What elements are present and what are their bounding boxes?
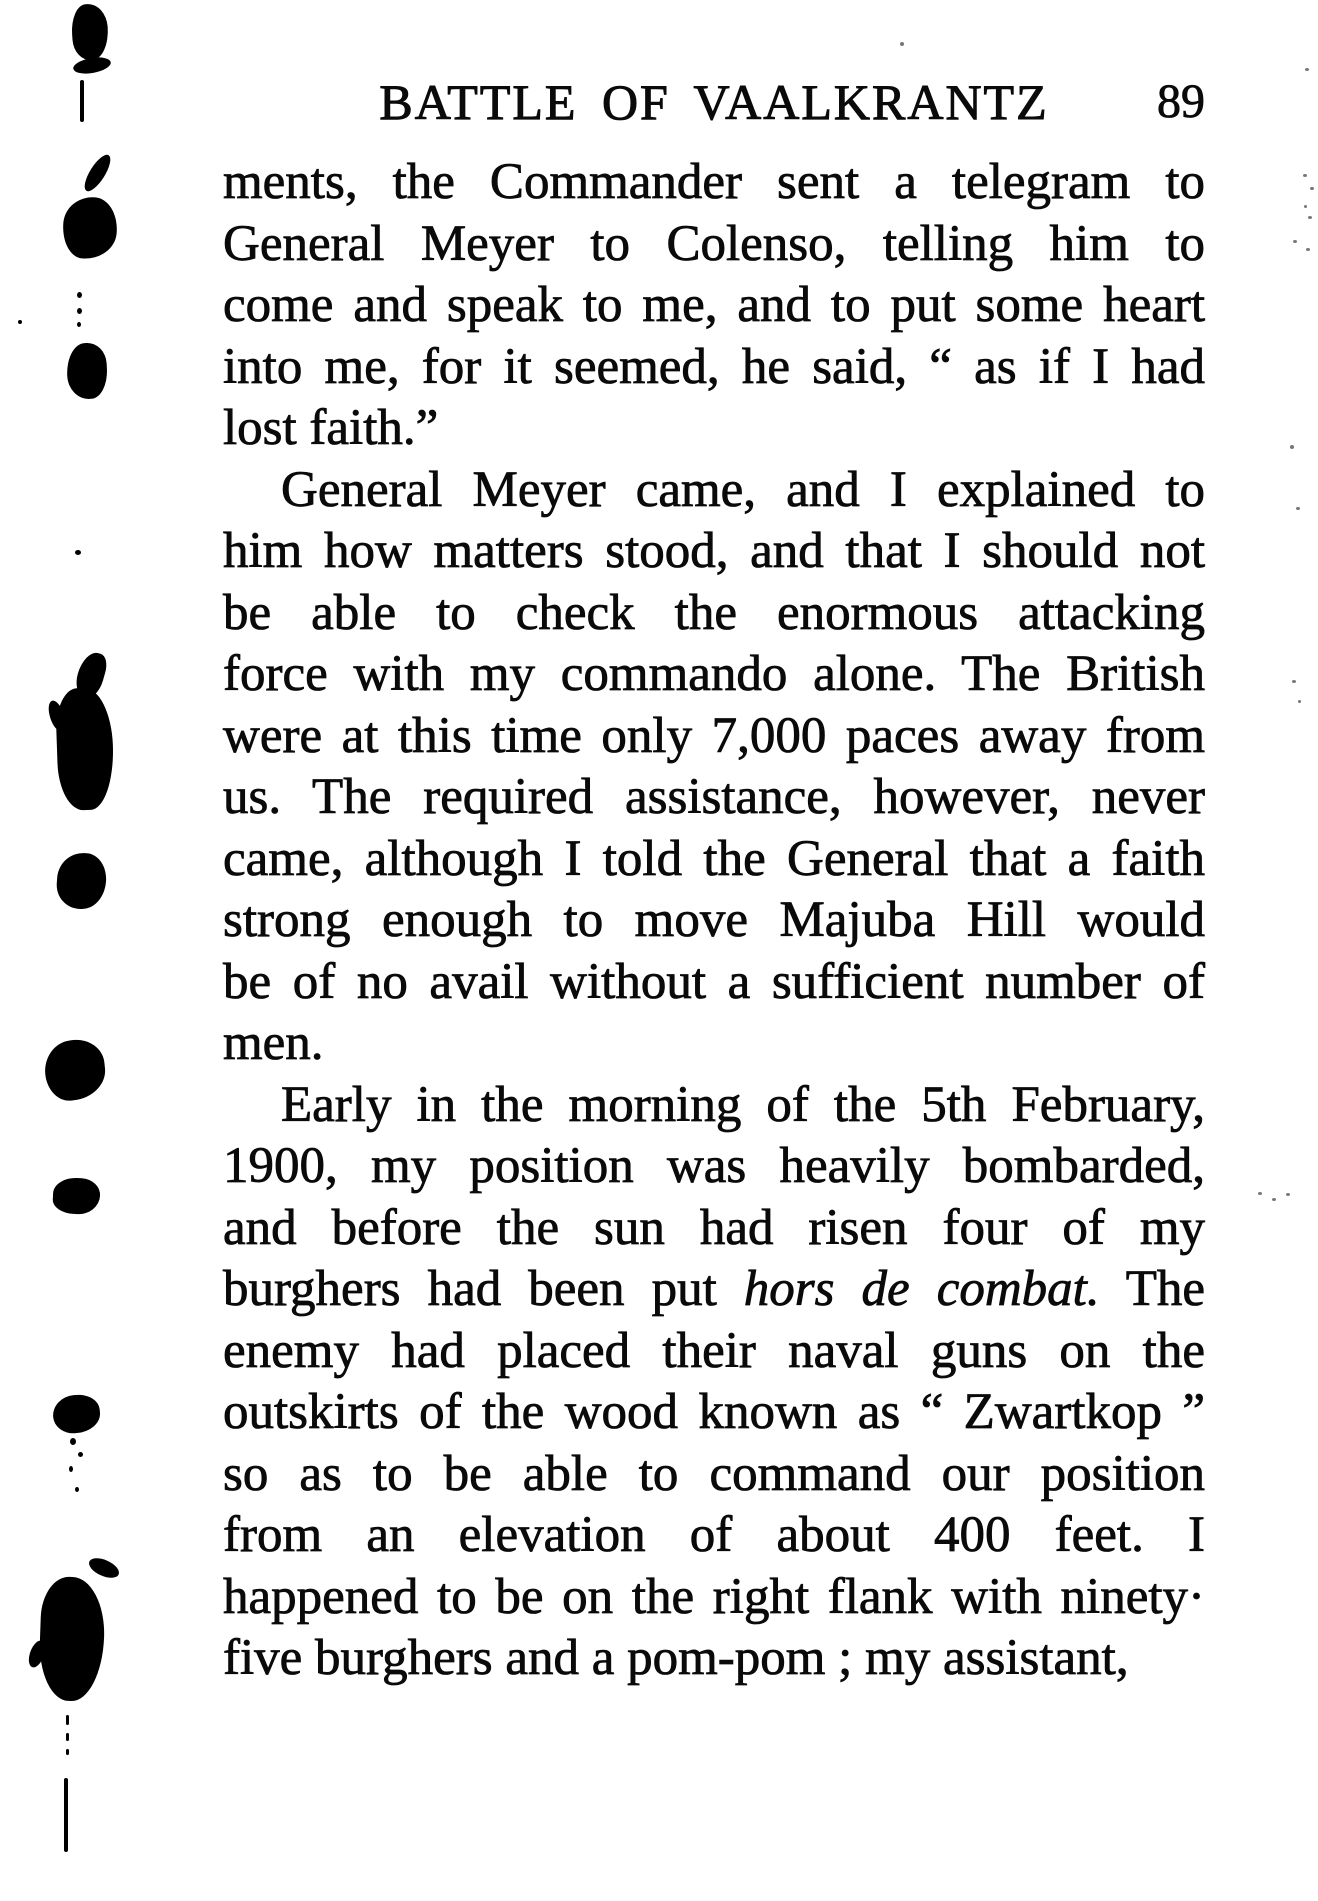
text-line: us. The required assistance, however, never xyxy=(223,769,1205,825)
ink-blot xyxy=(80,80,84,122)
speck xyxy=(75,550,81,555)
text-line: and before the sun had risen four of my xyxy=(223,1199,1205,1256)
speck xyxy=(78,1452,83,1457)
text-line: be able to check the enormous attacking xyxy=(223,584,1205,641)
speck xyxy=(1293,240,1297,243)
speck xyxy=(77,292,82,298)
text-line: enemy had placed their naval guns on the xyxy=(223,1322,1205,1379)
ink-blot xyxy=(86,1554,122,1582)
text-line: into me, for it seemed, he said, “ as if I had xyxy=(223,338,1205,395)
speck xyxy=(66,1715,69,1725)
ink-blot xyxy=(70,3,110,61)
speck xyxy=(1305,68,1309,71)
speck xyxy=(1298,700,1301,703)
page-number: 89 xyxy=(1157,75,1205,128)
text-line: come and speak to me, and to put some heart xyxy=(223,277,1205,333)
italic-phrase: hors de combat. xyxy=(743,1261,1100,1317)
ink-blot xyxy=(42,1037,108,1103)
text-line: lost faith.” xyxy=(223,400,439,456)
text-line: were at this time only 7,000 paces away from xyxy=(223,707,1205,764)
speck xyxy=(1292,680,1296,683)
speck xyxy=(1290,445,1294,449)
speck xyxy=(1310,187,1314,190)
ink-blot xyxy=(55,851,108,910)
text-line: men. xyxy=(223,1015,324,1071)
page-title: BATTLE OF VAALKRANTZ xyxy=(379,74,1049,130)
text-line: so as to be able to command our position xyxy=(223,1445,1205,1502)
ink-blot xyxy=(72,55,112,76)
text-line: 1900, my position was heavily bombarded, xyxy=(223,1138,1205,1194)
text-line: Early in the morning of the 5th February, xyxy=(281,1076,1205,1133)
text-line: General Meyer to Colenso, telling him to xyxy=(223,215,1205,272)
speck xyxy=(1296,507,1300,510)
text-line: him how matters stood, and that I should not xyxy=(223,523,1205,579)
text-segment: burghers had been put xyxy=(223,1261,744,1317)
text-segment: The xyxy=(1099,1261,1206,1317)
speck xyxy=(1258,1192,1262,1195)
ink-blot xyxy=(55,687,115,811)
speck xyxy=(77,308,82,314)
speck xyxy=(66,1749,69,1755)
text-line: from an elevation of about 400 feet. I xyxy=(223,1507,1205,1563)
text-line: five burghers and a pom-pom ; my assistant, xyxy=(223,1630,1129,1686)
ink-blot xyxy=(66,342,109,400)
speck xyxy=(77,322,81,327)
speck xyxy=(1306,248,1310,251)
text-line: force with my commando alone. The British xyxy=(223,646,1205,702)
ink-blot xyxy=(51,1393,101,1435)
text-line: happened to be on the right flank with ninety· xyxy=(223,1568,1205,1625)
text-line: General Meyer came, and I explained to xyxy=(281,461,1205,518)
speck xyxy=(18,320,22,324)
text-line: ments, the Commander sent a telegram to xyxy=(223,154,1205,210)
running-head xyxy=(223,72,1205,134)
text-line: be of no avail without a sufficient number of xyxy=(223,953,1205,1010)
text-line: outskirts of the wood known as “ Zwartkop ” xyxy=(223,1384,1205,1440)
ink-blot xyxy=(52,1177,101,1215)
text-line xyxy=(223,1259,1205,1321)
speck xyxy=(69,1466,73,1472)
text-line: strong enough to move Majuba Hill would xyxy=(223,892,1205,948)
ink-blot xyxy=(38,1576,106,1702)
speck xyxy=(1308,216,1312,219)
body-text xyxy=(223,152,1205,1690)
ink-blot xyxy=(60,195,119,261)
ink-blot xyxy=(80,151,115,195)
speck xyxy=(75,1487,79,1492)
text-line: came, although I told the General that a faith xyxy=(223,830,1205,887)
ink-blot xyxy=(64,1778,68,1852)
speck xyxy=(66,1733,69,1741)
speck xyxy=(1286,1193,1290,1196)
speck xyxy=(1303,174,1307,177)
speck xyxy=(900,42,904,46)
speck xyxy=(1272,1198,1276,1201)
speck xyxy=(70,1438,76,1445)
speck xyxy=(1304,205,1307,208)
